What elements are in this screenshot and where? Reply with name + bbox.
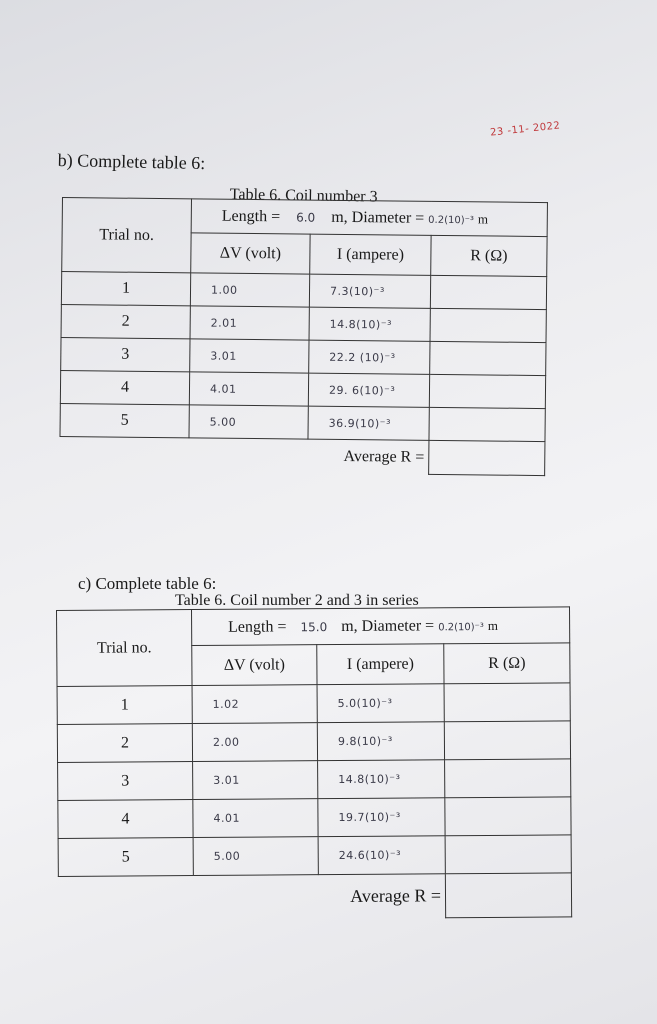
col-i-header: I (ampere) — [310, 234, 431, 275]
average-r-label: Average R = — [343, 447, 425, 466]
voltage-cell: 1.00 — [190, 273, 309, 307]
resistance-cell[interactable] — [445, 835, 571, 874]
resistance-cell[interactable] — [444, 683, 570, 722]
trial-cell: 5 — [60, 403, 189, 437]
diameter-value: 0.2(10)⁻³ — [438, 621, 484, 633]
table-row — [58, 835, 571, 877]
table-b-caption: Table 6. Coil number 3 — [229, 186, 378, 206]
voltage-cell: 4.01 — [193, 799, 318, 838]
trial-cell: 3 — [58, 762, 193, 801]
average-r-field[interactable] — [445, 873, 571, 918]
section-b-heading: b) Complete table 6: — [57, 150, 206, 174]
length-diameter-row — [192, 607, 570, 646]
voltage-cell: 2.00 — [192, 723, 317, 762]
table-row — [61, 272, 546, 310]
resistance-cell[interactable] — [445, 797, 571, 836]
col-r-header: R (Ω) — [431, 235, 547, 276]
table-b — [59, 197, 548, 476]
current-cell: 29. 6(10)⁻³ — [308, 373, 429, 407]
diameter-unit: m — [477, 210, 489, 226]
length-value: 6.0 — [296, 209, 316, 225]
section-c-heading: c) Complete table 6: — [78, 574, 217, 593]
length-label: Length = — [228, 617, 287, 636]
voltage-cell: 3.01 — [190, 339, 309, 373]
table-row — [58, 797, 571, 839]
table-c-caption: Table 6. Coil number 2 and 3 in series — [175, 592, 419, 609]
resistance-cell[interactable] — [429, 374, 545, 408]
col-v-header: ΔV (volt) — [192, 645, 317, 686]
current-cell: 7.3(10)⁻³ — [309, 274, 430, 308]
resistance-cell[interactable] — [429, 407, 545, 441]
table-row — [60, 370, 545, 408]
resistance-cell[interactable] — [430, 341, 546, 375]
col-r-header: R (Ω) — [444, 643, 570, 684]
voltage-cell: 5.00 — [193, 837, 318, 876]
current-cell: 19.7(10)⁻³ — [318, 798, 445, 837]
voltage-cell: 1.02 — [192, 685, 317, 724]
trial-cell: 3 — [61, 337, 190, 371]
length-diameter-row — [191, 199, 547, 237]
length-label: Length = — [221, 207, 281, 225]
diameter-label: m, Diameter = — [331, 208, 425, 227]
trial-cell: 2 — [57, 724, 192, 763]
resistance-cell[interactable] — [430, 308, 546, 342]
resistance-cell[interactable] — [444, 721, 570, 760]
resistance-cell[interactable] — [430, 275, 546, 309]
table-row — [57, 721, 570, 763]
diameter-value: 0.2(10)⁻³ — [428, 214, 474, 226]
diameter-label: m, Diameter = — [341, 616, 435, 635]
current-cell: 14.8(10)⁻³ — [309, 307, 430, 341]
col-v-header: ΔV (volt) — [191, 233, 310, 274]
voltage-cell: 5.00 — [189, 405, 308, 439]
table-row — [57, 683, 570, 725]
trial-cell: 5 — [58, 838, 193, 877]
current-cell: 14.8(10)⁻³ — [318, 760, 445, 799]
average-r-label: Average R = — [350, 885, 442, 907]
handwritten-date: 23 -11- 2022 — [489, 120, 561, 139]
trial-cell: 4 — [60, 370, 189, 404]
table-row — [58, 759, 571, 801]
col-i-header: I (ampere) — [317, 644, 444, 685]
voltage-cell: 2.01 — [190, 306, 309, 340]
trial-cell: 1 — [57, 686, 192, 725]
table-row — [60, 403, 545, 441]
col-trial-header: Trial no. — [62, 198, 192, 273]
trial-cell: 1 — [61, 272, 190, 306]
voltage-cell: 4.01 — [189, 372, 308, 406]
average-r-field[interactable] — [429, 440, 545, 475]
trial-cell: 2 — [61, 304, 190, 338]
col-trial-header: Trial no. — [57, 610, 193, 687]
current-cell: 9.8(10)⁻³ — [317, 722, 444, 761]
current-cell: 36.9(10)⁻³ — [308, 406, 429, 440]
voltage-cell: 3.01 — [193, 761, 318, 800]
table-row — [61, 337, 546, 375]
trial-cell: 4 — [58, 800, 193, 839]
current-cell: 24.6(10)⁻³ — [318, 836, 445, 875]
current-cell: 22.2 (10)⁻³ — [309, 340, 430, 374]
current-cell: 5.0(10)⁻³ — [317, 684, 444, 723]
table-c — [56, 606, 572, 921]
resistance-cell[interactable] — [445, 759, 571, 798]
table-row — [61, 304, 546, 342]
diameter-unit: m — [487, 617, 499, 633]
length-value: 15.0 — [300, 619, 328, 634]
